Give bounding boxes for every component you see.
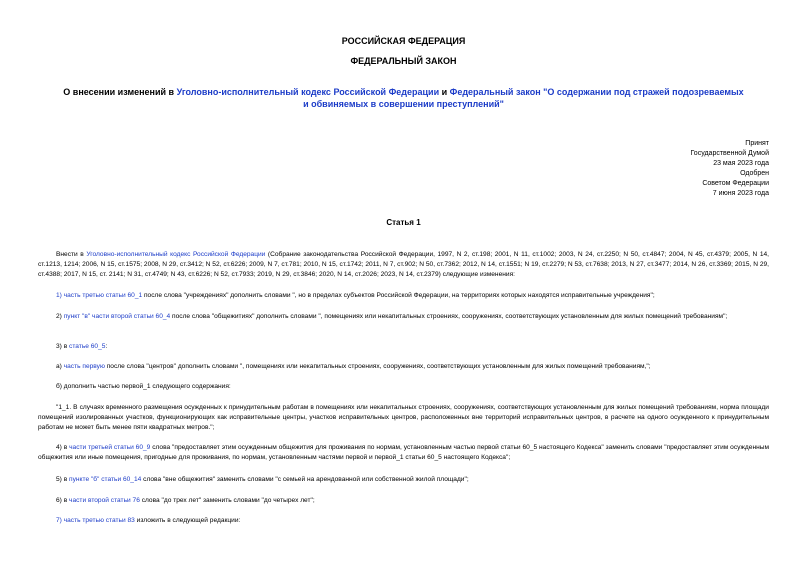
intro-prefix: Внести в xyxy=(56,251,87,258)
amendment-3-text: : xyxy=(105,343,108,350)
approval-line: Советом Федерации xyxy=(702,180,769,187)
amendment-3a-prefix: а) xyxy=(56,363,64,370)
amendment-4-text: слова "предоставляет этим осужденным общежития для проживания по нормам, установленным частью первой статьи 60_5 настоящего Кодекса" заменить словами "предоставляет этим осужденным общежития или иные помещения, пригодные для проживания, по нормам, установленным частями первой и первой_1 статьи 60_5 настоящего Кодекса"; xyxy=(38,444,769,461)
law-title xyxy=(60,86,747,110)
amendment-2-text: после слова "общежитиях" дополнить словами ", помещениях или некапитальных строениях, сооружениях, соответствующих установленным для жилых помещений требованиям"; xyxy=(170,313,728,320)
amendment-4-prefix: 4) в xyxy=(56,444,70,451)
amendment-3a xyxy=(38,362,769,372)
amendment-7-text: изложить в следующей редакции: xyxy=(134,517,241,524)
approval-date: 7 июня 2023 года xyxy=(712,190,769,197)
amendment-2-prefix: 2) xyxy=(56,313,64,320)
amendment-6-text: слова "до трех лет" заменить словами "до четырех лет"; xyxy=(139,497,315,504)
amendment-7 xyxy=(38,516,769,526)
amendment-7-link[interactable]: 7) часть третью статьи 83 xyxy=(56,517,135,524)
amendment-6-prefix: 6) в xyxy=(56,497,70,504)
amendment-3b xyxy=(38,382,769,392)
law-title-link-code[interactable]: Уголовно-исполнительный кодекс Российской Федерации xyxy=(176,87,440,97)
amendment-3 xyxy=(38,342,769,352)
approval-line: Одобрен xyxy=(740,170,769,177)
amendment-5-text: слова "вне общежития" заменить словами "с семьей на арендованной или собственной жилой площади"; xyxy=(141,476,469,483)
amendment-quote xyxy=(38,403,769,433)
amendment-5 xyxy=(38,475,769,485)
amendment-1-text: после слова "учреждениях" дополнить словами ", но в пределах субъектов Российской Федерации, на территориях которых находятся исправительные учреждения"; xyxy=(142,292,655,299)
amendment-3a-text: после слова "центров" дополнить словами ", помещениях или некапитальных строениях, сооружениях, соответствующих установленным для жилых помещений требованиям,"; xyxy=(104,363,651,370)
adoption-block xyxy=(609,139,769,199)
adoption-line: Государственной Думой xyxy=(690,150,769,157)
amendment-6 xyxy=(38,496,769,506)
adoption-date: 23 мая 2023 года xyxy=(713,160,769,167)
intro-link-code[interactable]: Уголовно-исполнительный кодекс Российской Федерации xyxy=(86,251,266,258)
law-title-conjunction: и xyxy=(439,87,450,97)
amendment-3-link[interactable]: статье 60_5 xyxy=(69,343,106,350)
adoption-line: Принят xyxy=(745,140,769,147)
amendment-5-prefix: 5) в xyxy=(56,476,70,483)
amendment-5-link[interactable]: пункте "б" статьи 60_14 xyxy=(69,476,142,483)
amendment-4-link[interactable]: части третьей статьи 60_9 xyxy=(69,444,151,451)
amendment-1-link[interactable]: 1) часть третью статьи 60_1 xyxy=(56,292,143,299)
article-heading: Статья 1 xyxy=(386,218,421,227)
law-title-prefix: О внесении изменений в xyxy=(63,87,177,97)
amendment-4 xyxy=(38,443,769,463)
amendment-quote-text: "1_1. В случаях временного размещения осужденных к принудительным работам в помещениях или некапитальных строениях, сооружениях, соответствующих установленным для жилых помещений требованиям, норма площади помещений изолированных участков, функционирующих как исправительные центры, участков исправительных центров, расположенных вне территорий исправительных центров, в расчете на одного осужденного к принудительным работам не может быть менее пяти квадратных метров."; xyxy=(38,404,769,431)
article-intro xyxy=(38,250,769,280)
intro-text: (Собрание законодательства Российской Федерации, 1997, N 2, ст.198; 2001, N 11, ст.1002; 2003, N 24, ст.2250; N 50, ст.4847; 2004, N 45, ст.4379; 2005, N 14, ст.1213, 1214; 2006, N 15, ст.1575; 2008, N 29, ст.3412; N 52, ст.6226; 2009, N 7, ст.781; 2010, N 15, ст.1742; 2011, N 7, ст.902; N 50, ст.7362; 2012, N 14, ст.1551; N 19, ст.2279; N 53, ст.7638; 2013, N 27, ст.3477; 2014, N 26, ст.3369; 2015, N 29, ст.4388; 2017, N 15, ст. 2141; N 31, ст.4749; N 43, ст.6226; N 52, ст.7933; 2019, N 29, ст.3846; 2020, N 14, ст.2026; 2023, N 14, ст.2379) следующие изменения: xyxy=(38,251,769,278)
amendment-3b-text: б) дополнить частью первой_1 следующего содержания: xyxy=(56,383,231,390)
header-federation: РОССИЙСКАЯ ФЕДЕРАЦИЯ xyxy=(341,36,466,46)
amendment-6-link[interactable]: части второй статьи 76 xyxy=(69,497,140,504)
header-law-type: ФЕДЕРАЛЬНЫЙ ЗАКОН xyxy=(350,56,457,66)
amendment-1 xyxy=(38,291,769,301)
amendment-2 xyxy=(38,312,769,322)
amendment-3a-link[interactable]: часть первую xyxy=(63,363,105,370)
law-title-link-federal-law[interactable]: Федеральный закон "О содержании под стражей подозреваемых и обвиняемых в совершении преступлений" xyxy=(303,87,744,109)
amendment-3-prefix: 3) в xyxy=(56,343,70,350)
amendment-2-link[interactable]: пункт "в" части второй статьи 60_4 xyxy=(63,313,171,320)
